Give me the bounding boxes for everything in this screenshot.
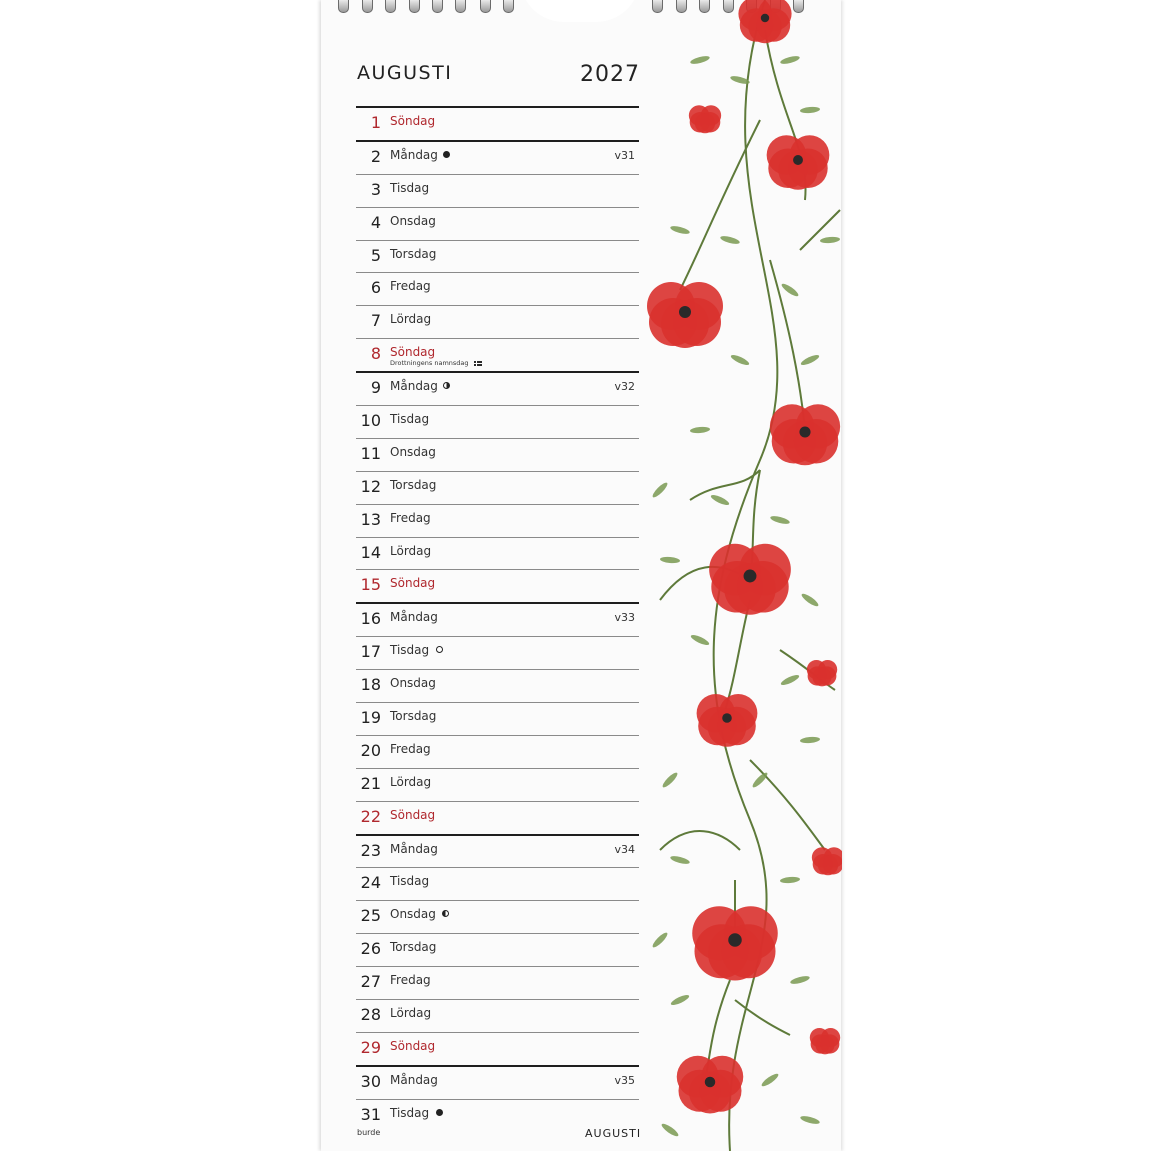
- fern-leaf: [800, 1115, 821, 1126]
- year-label: 2027: [580, 62, 640, 87]
- day-number: 21: [360, 773, 381, 793]
- day-name: Lördag: [390, 543, 432, 558]
- day-row[interactable]: [356, 240, 639, 273]
- moon-phase-icon: [443, 382, 450, 389]
- day-name: Fredag: [390, 741, 431, 756]
- poppy-flower: [709, 544, 791, 615]
- binding-ring: [338, 0, 349, 13]
- week-number: v34: [614, 842, 635, 856]
- day-number: 22: [360, 806, 381, 826]
- day-name: Tisdag: [390, 643, 430, 658]
- poppy-flowers: [647, 0, 842, 1114]
- day-row[interactable]: [356, 999, 639, 1032]
- day-number: 26: [360, 939, 381, 959]
- day-number: 12: [360, 476, 381, 496]
- week-number: v33: [614, 611, 635, 625]
- poppy-illustration: [640, 0, 842, 1151]
- day-number: 9: [370, 378, 381, 398]
- poppy-flower: [647, 282, 723, 348]
- day-number: 16: [360, 609, 381, 629]
- day-number: 19: [360, 708, 381, 728]
- day-name: Lördag: [390, 1006, 432, 1021]
- day-name: Måndag: [390, 1072, 438, 1087]
- fern-leaf: [770, 515, 791, 526]
- day-row[interactable]: [356, 471, 639, 504]
- fern-leaf: [760, 1072, 780, 1088]
- day-name: Måndag: [390, 147, 438, 162]
- fern-leaf: [690, 55, 711, 66]
- day-row[interactable]: [356, 569, 639, 602]
- day-row[interactable]: [356, 867, 639, 900]
- week-number: v31: [614, 148, 635, 162]
- day-number: 7: [370, 311, 381, 331]
- day-number: 15: [360, 575, 381, 595]
- day-row[interactable]: [356, 106, 639, 140]
- fern-leaf: [751, 771, 769, 789]
- binding-ring: [455, 0, 466, 13]
- spiral-binding: [0, 0, 1151, 14]
- day-name: Torsdag: [390, 246, 437, 261]
- day-number: 27: [360, 972, 381, 992]
- day-name: Måndag: [390, 610, 438, 625]
- fern-leaf: [660, 556, 680, 564]
- day-name: Lördag: [390, 774, 432, 789]
- day-number: 18: [360, 675, 381, 695]
- fern-leaf: [660, 1122, 680, 1138]
- day-name: Fredag: [390, 279, 431, 294]
- day-number: 3: [370, 179, 381, 199]
- day-row[interactable]: [356, 669, 639, 702]
- day-number: 2: [370, 146, 381, 166]
- fern-leaf: [670, 855, 691, 866]
- day-name: Fredag: [390, 510, 431, 525]
- day-name: Måndag: [390, 841, 438, 856]
- fern-leaf: [690, 633, 711, 647]
- day-name: Onsdag: [390, 907, 436, 922]
- day-grid: [356, 106, 639, 1132]
- poppy-flower: [767, 135, 830, 189]
- poppy-flower: [810, 1028, 840, 1054]
- day-row[interactable]: [356, 174, 639, 207]
- poppy-flower: [692, 906, 778, 980]
- day-number: 10: [360, 411, 381, 431]
- binding-ring: [385, 0, 396, 13]
- day-row[interactable]: [356, 504, 639, 537]
- poppy-flower: [812, 847, 842, 875]
- fern-leaf: [800, 736, 820, 744]
- day-name: Söndag: [390, 576, 436, 591]
- day-row[interactable]: [356, 438, 639, 471]
- fern-leaf: [661, 771, 679, 789]
- day-name: Torsdag: [390, 477, 437, 492]
- fern-leaf: [670, 225, 691, 236]
- day-number: 29: [360, 1037, 381, 1057]
- day-number: 14: [360, 542, 381, 562]
- binding-ring: [480, 0, 491, 13]
- fern-leaf: [820, 236, 840, 244]
- day-name: Torsdag: [390, 709, 437, 724]
- day-row[interactable]: [356, 371, 639, 405]
- day-name: Måndag: [390, 379, 438, 394]
- day-row[interactable]: [356, 140, 639, 174]
- day-number: 13: [360, 509, 381, 529]
- day-name: Söndag: [390, 807, 436, 822]
- fern-leaf: [710, 493, 731, 507]
- nameday-text: Drottningens namnsdag: [390, 359, 469, 368]
- fern-leaf: [780, 673, 801, 687]
- week-number: v35: [614, 1073, 635, 1087]
- poppy-flower: [697, 694, 758, 747]
- poppy-flower: [677, 1056, 744, 1114]
- day-name: Fredag: [390, 973, 431, 988]
- fern-leaf: [780, 876, 800, 884]
- day-row[interactable]: [356, 636, 639, 669]
- day-row[interactable]: [356, 834, 639, 868]
- day-name: Lördag: [390, 312, 432, 327]
- day-name: Tisdag: [390, 180, 430, 195]
- moon-phase-icon: [442, 910, 449, 917]
- month-title: AUGUSTI: [357, 62, 453, 84]
- day-row[interactable]: [356, 702, 639, 735]
- fern-leaf: [690, 426, 710, 434]
- day-row[interactable]: [356, 933, 639, 966]
- fern-leaf: [720, 235, 741, 246]
- day-number: 5: [370, 245, 381, 265]
- week-number: v32: [614, 380, 635, 394]
- footer-month: AUGUSTI: [585, 1127, 642, 1140]
- day-number: 17: [360, 642, 381, 662]
- day-row[interactable]: [356, 405, 639, 438]
- day-name: Söndag: [390, 1038, 436, 1053]
- fern-leaf: [651, 931, 669, 949]
- fern-leaf: [670, 993, 691, 1007]
- fern-leaf: [780, 55, 801, 66]
- flag-icon: [474, 361, 482, 366]
- poppy-flower: [689, 105, 721, 133]
- day-row[interactable]: [356, 338, 639, 371]
- day-number: 24: [360, 873, 381, 893]
- brand-logo: burde: [357, 1128, 381, 1137]
- day-name: Onsdag: [390, 444, 436, 459]
- day-number: 25: [360, 906, 381, 926]
- day-number: 6: [370, 278, 381, 298]
- day-number: 20: [360, 740, 381, 760]
- day-name: Onsdag: [390, 213, 436, 228]
- day-row[interactable]: [356, 735, 639, 768]
- poppy-flower: [807, 660, 837, 686]
- moon-phase-icon: [436, 646, 443, 653]
- binding-ring: [409, 0, 420, 13]
- moon-phase-icon: [443, 151, 450, 158]
- day-row[interactable]: [356, 900, 639, 933]
- fern-leaf: [800, 106, 820, 114]
- day-number: 28: [360, 1005, 381, 1025]
- day-number: 23: [360, 840, 381, 860]
- fern-leaf: [730, 353, 751, 367]
- day-row[interactable]: [356, 1065, 639, 1099]
- day-number: 1: [370, 113, 381, 132]
- day-name: Torsdag: [390, 940, 437, 955]
- day-number: 4: [370, 212, 381, 232]
- day-name: Söndag: [390, 114, 436, 128]
- binding-ring: [362, 0, 373, 13]
- day-number: 31: [360, 1104, 381, 1124]
- day-number: 11: [360, 443, 381, 463]
- nameday-note: [390, 359, 482, 367]
- fern-leaf: [651, 481, 669, 499]
- poppy-flower: [738, 0, 791, 43]
- fern-leaf: [800, 353, 821, 367]
- day-number: 8: [370, 344, 381, 364]
- day-row[interactable]: [356, 966, 639, 999]
- day-name: Tisdag: [390, 1105, 430, 1120]
- binding-ring: [503, 0, 514, 13]
- fern-leaf: [780, 282, 800, 298]
- day-row[interactable]: [356, 272, 639, 305]
- moon-phase-icon: [436, 1109, 443, 1116]
- binding-ring: [432, 0, 443, 13]
- day-row[interactable]: [356, 768, 639, 801]
- day-row[interactable]: [356, 1032, 639, 1065]
- day-name: Söndag: [390, 345, 436, 360]
- poppy-flower: [770, 404, 840, 465]
- day-name: Tisdag: [390, 412, 430, 427]
- day-name: Onsdag: [390, 676, 436, 691]
- day-row[interactable]: [356, 801, 639, 834]
- day-number: 30: [360, 1071, 381, 1091]
- day-row[interactable]: [356, 537, 639, 570]
- day-name: Tisdag: [390, 874, 430, 889]
- day-row[interactable]: [356, 305, 639, 338]
- day-row[interactable]: [356, 207, 639, 240]
- fern-leaf: [800, 592, 820, 608]
- day-row[interactable]: [356, 602, 639, 636]
- fern-leaf: [790, 975, 811, 986]
